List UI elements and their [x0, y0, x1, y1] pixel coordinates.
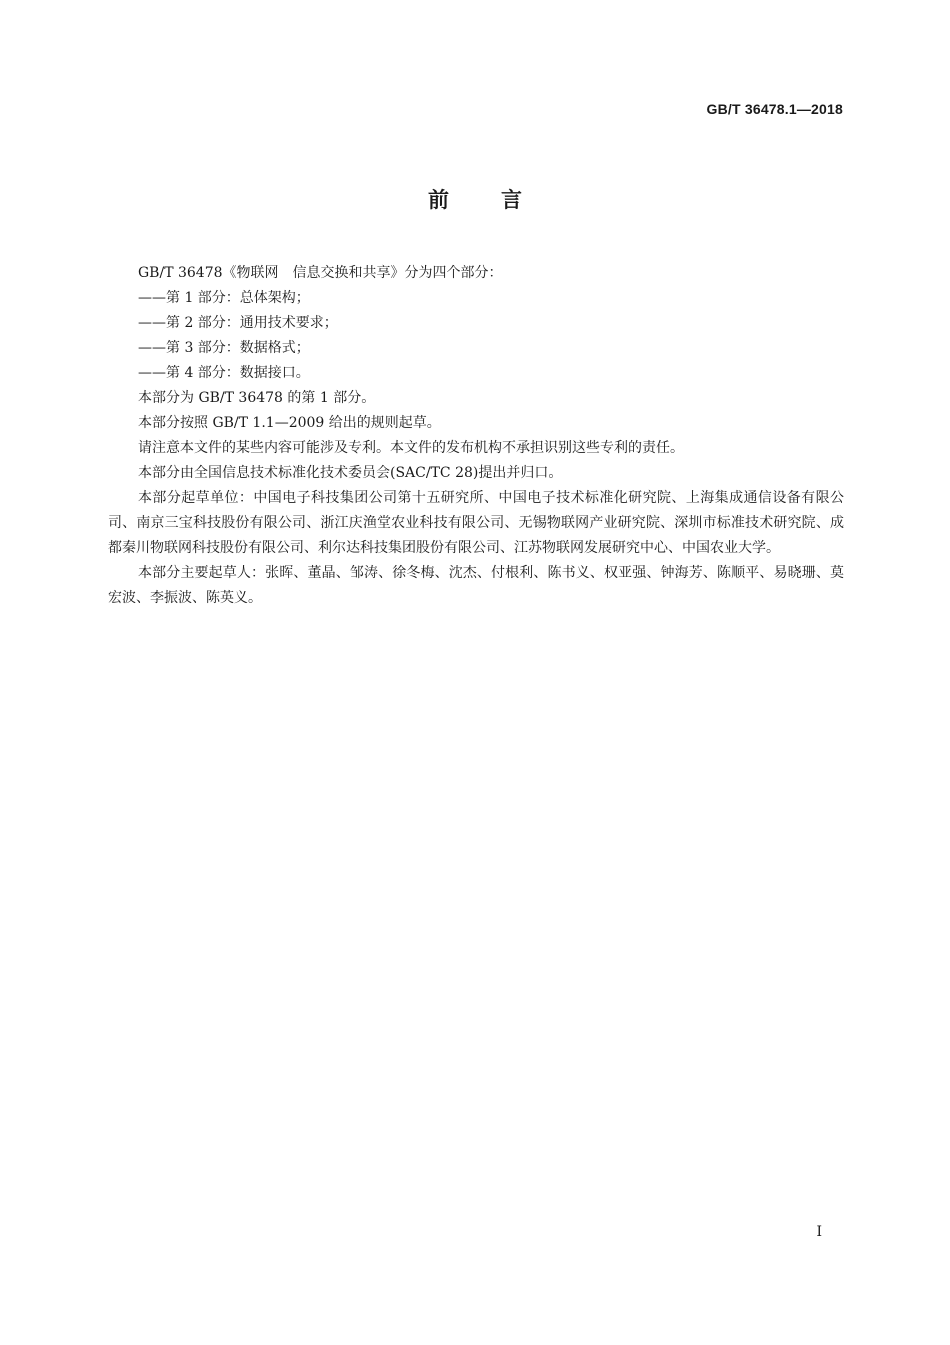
paragraph-drafters: 本部分主要起草人：张晖、董晶、邹涛、徐冬梅、沈杰、付根利、陈书义、权亚强、钟海芳、陈顺平、易晓珊、莫宏波、李振波、陈英义。 — [108, 565, 844, 606]
paragraph-drafting-units: 本部分起草单位：中国电子科技集团公司第十五研究所、中国电子技术标准化研究院、上海集成通信设备有限公司、南京三宝科技股份有限公司、浙江庆渔堂农业科技有限公司、无锡物联网产业研究院、深圳市标准技术研究院、成都秦川物联网科技股份有限公司、利尔达科技集团股份有限公司、江苏物联网发展研究中心、中国农业大学。 — [108, 490, 844, 556]
paragraph-proposer: 本部分由全国信息技术标准化技术委员会(SAC/TC 28)提出并归口。 — [138, 465, 563, 481]
standard-number: GB/T 36478.1—2018 — [706, 101, 843, 117]
paragraph-part-statement: 本部分为 GB/T 36478 的第 1 部分。 — [138, 390, 376, 406]
page-title: 前言 — [428, 188, 574, 212]
list-item-part-4: ——第 4 部分：数据接口。 — [138, 365, 310, 381]
list-item-part-1: ——第 1 部分：总体架构； — [138, 290, 310, 306]
foreword-body — [108, 261, 844, 611]
paragraph-series-intro: GB/T 36478《物联网 信息交换和共享》分为四个部分： — [138, 265, 503, 281]
page-number: I — [816, 1224, 822, 1240]
paragraph-patent-notice: 请注意本文件的某些内容可能涉及专利。本文件的发布机构不承担识别这些专利的责任。 — [138, 440, 684, 456]
list-item-part-3: ——第 3 部分：数据格式； — [138, 340, 310, 356]
list-item-part-2: ——第 2 部分：通用技术要求； — [138, 315, 338, 331]
paragraph-drafting-rules: 本部分按照 GB/T 1.1—2009 给出的规则起草。 — [138, 415, 441, 431]
